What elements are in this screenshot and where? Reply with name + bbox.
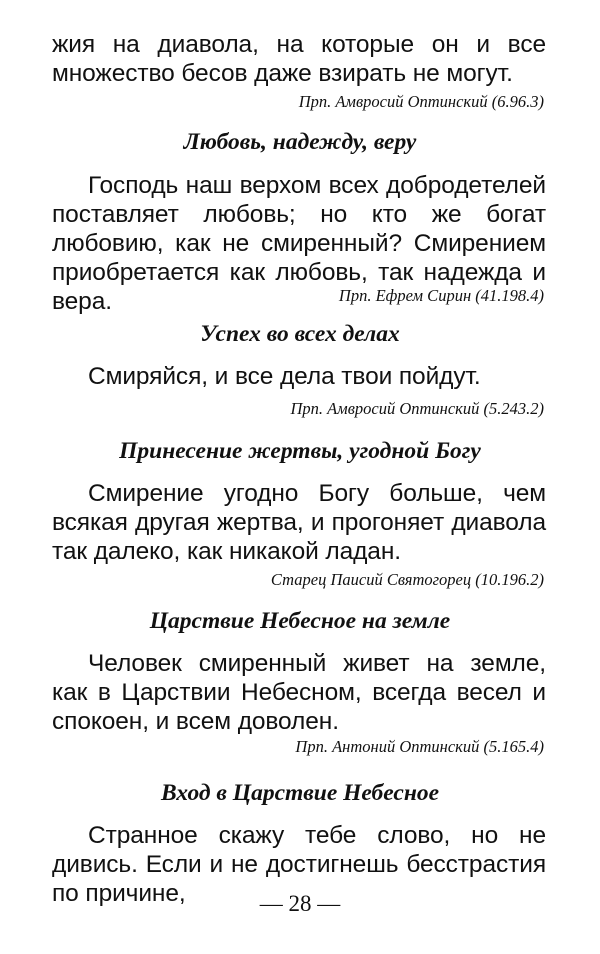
section-citation-love: Прп. Ефрем Сирин (41.198.4) [338,286,544,305]
section-citation-sacrifice: Старец Паисий Святогорец (10.196.2) [270,570,544,589]
intro-citation: Прп. Амвросий Оптинский (6.96.3) [298,92,544,111]
section-text-success: Смиряйся, и все дела твои пойдут. [88,363,481,390]
section-citation-kingdom-earth: Прп. Антоний Оптинский (5.165.4) [295,737,544,756]
section-text-kingdom-entry: Странное скажу тебе слово, но не дивись. Если и не достигнешь бесстрастия по причине, [52,822,546,907]
page-number: — 28 — [259,891,341,916]
section-citation-success: Прп. Амвросий Оптинский (5.243.2) [290,399,544,418]
section-text-love: Господь наш верхом всех добродетелей поставляет любовь; но кто же богат любовию, как не смиренный? Смирением приобретается как любовь, так надежда и вера. [52,172,546,315]
section-heading-love: Любовь, надежду, веру [183,129,417,155]
section-heading-sacrifice: Принесение жертвы, угодной Богу [119,438,481,464]
section-text-kingdom-earth: Человек смиренный живет на земле, как в Царствии Небесном, всегда весел и спокоен, и всем доволен. [52,650,546,735]
section-heading-kingdom-earth: Царствие Небесное на земле [149,608,451,634]
intro-paragraph: жия на диавола, на которые он и все множество бесов даже взирать не могут. [52,31,546,87]
section-text-sacrifice: Смирение угодно Богу больше, чем всякая другая жертва, и прогоняет диавола так далеко, как никакой ладан. [52,480,546,565]
section-heading-success: Успех во всех делах [200,321,400,347]
section-heading-kingdom-entry: Вход в Царствие Небесное [160,780,440,806]
